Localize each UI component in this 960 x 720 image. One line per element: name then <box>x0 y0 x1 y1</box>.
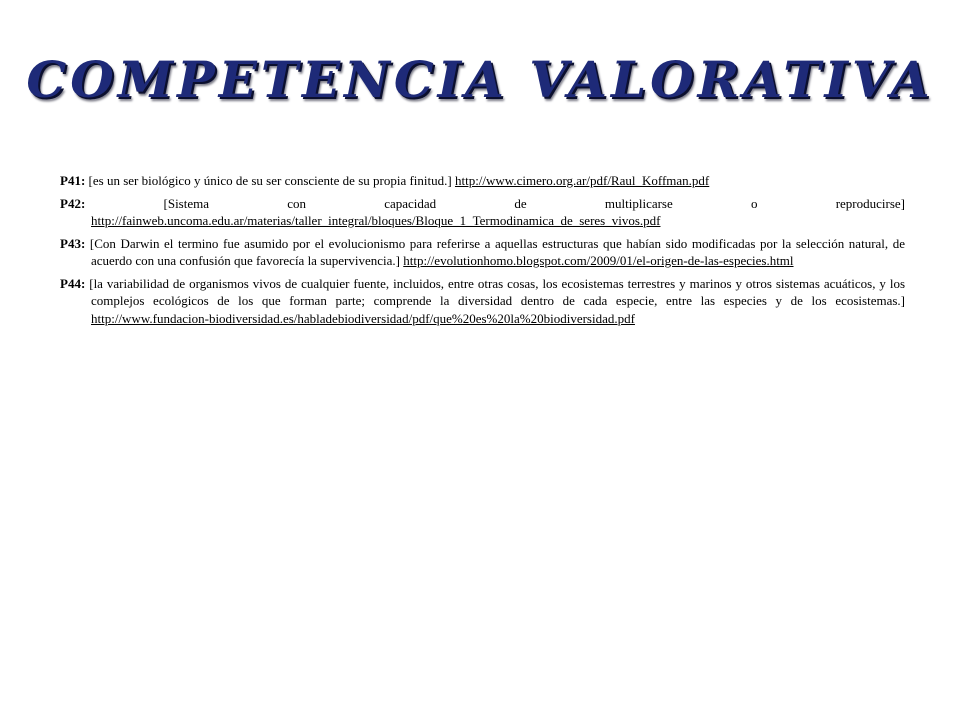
entry-link[interactable]: http://evolutionhomo.blogspot.com/2009/01/el-origen-de-las-especies.html <box>403 253 794 268</box>
entry-p43 <box>60 235 905 270</box>
entry-code: P41: <box>60 173 86 188</box>
entry-p41 <box>60 172 905 190</box>
entry-link[interactable]: http://www.cimero.org.ar/pdf/Raul_Koffman.pdf <box>454 173 710 188</box>
entry-code: P42: <box>60 195 86 211</box>
entry-code: P43: <box>60 235 86 251</box>
entry-p42 <box>60 195 905 230</box>
entry-link[interactable]: http://fainweb.uncoma.edu.ar/materias/taller_integral/bloques/Bloque_1_Termodinamica_de_seres_vivos.pdf <box>91 213 661 228</box>
entry-text: [Con Darwin el termino fue asumido por el evolucionismo para referirse a aquellas estructuras que habían sido modificadas por la selección natural, de acuerdo con una confusión que favorecía la supervivencia.] <box>89 235 906 268</box>
slide-title: COMPETENCIA VALORATIVA <box>26 50 934 109</box>
entry-text: [es un ser biológico y único de su ser consciente de su propia finitud.] <box>88 173 452 188</box>
entry-p44 <box>60 275 905 328</box>
entry-text: [la variabilidad de organismos vivos de cualquier fuente, incluidos, entre otras cosas, los ecosistemas terrestres y marinos y otros sistemas acuáticos, y los complejos ecológicos de los que forman parte; comprende la diversidad dentro de cada especie, entre las especies y de los ecosistemas.] <box>89 275 905 308</box>
entry-link[interactable]: http://www.fundacion-biodiversidad.es/habladebiodiversidad/pdf/que%20es%20la%20biodiversidad.pdf <box>91 310 635 326</box>
entries-list <box>60 172 905 332</box>
entry-code: P44: <box>60 275 86 291</box>
entry-text: [Sistema con capacidad de multiplicarse o reproducirse] <box>163 195 906 211</box>
